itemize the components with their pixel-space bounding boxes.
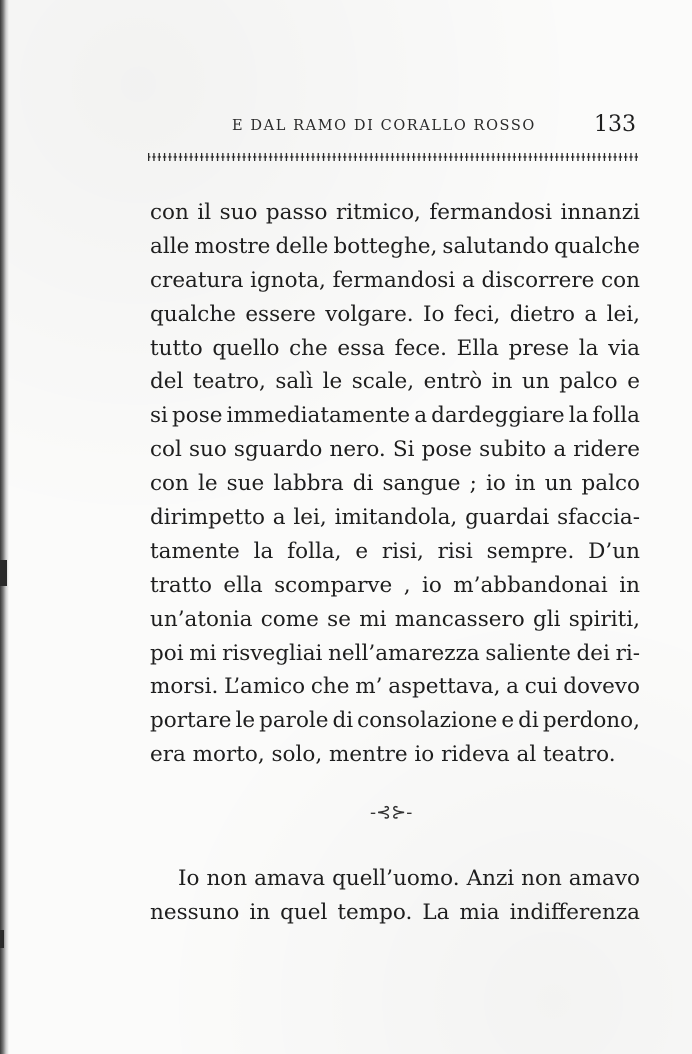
paragraph-1: [150, 196, 640, 772]
text-line: si pose immediatamente a dardeggiare la folla: [150, 403, 640, 429]
text-line: tutto quello che essa fece. Ella prese la via: [150, 335, 640, 361]
text-line: poi mi risvegliai nell’amarezza saliente dei ri-: [150, 640, 640, 666]
text-line: dirimpetto a lei, imitandola, guardai sfaccia-: [150, 505, 640, 531]
text-line: Io non amava quell’uomo. Anzi non amavo: [178, 866, 640, 891]
text-line: morsi. L’amico che m’ aspettava, a cui dovevo: [150, 674, 640, 700]
text-line: era morto, solo, mentre io rideva al teatro.: [150, 742, 616, 768]
text-line: tamente la folla, e risi, risi sempre. D’un: [150, 538, 640, 564]
page-number: 133: [594, 112, 636, 137]
text-line: qualche essere volgare. Io feci, dietro a lei,: [150, 301, 640, 327]
text-line: tratto ella scomparve , io m’abbandonai in: [150, 572, 640, 598]
text-line: portare le parole di consolazione e di perdono,: [150, 708, 640, 734]
text-line: col suo sguardo nero. Si pose subito a ridere: [150, 437, 640, 463]
ornamental-rule: [148, 150, 640, 164]
text-line: creatura ignota, fermandosi a discorrere con: [150, 267, 640, 293]
text-line: con il suo passo ritmico, fermandosi innanzi: [150, 200, 640, 225]
binding-gutter: [0, 0, 9, 1054]
running-head-title: E DAL RAMO DI CORALLO ROSSO: [232, 118, 536, 134]
paragraph-2: [150, 862, 640, 930]
text-line: del teatro, salì le scale, entrò in un palco e: [150, 369, 640, 395]
binding-mark: [0, 560, 7, 586]
section-ornament: -⊰⊱-: [370, 802, 413, 823]
text-line: nessuno in quel tempo. La mia indifferenza: [150, 899, 640, 925]
text-line: con le sue labbra di sangue ; io in un palco: [150, 471, 640, 497]
text-line: alle mostre delle botteghe, salutando qualche: [150, 233, 640, 259]
text-line: un’atonia come se mi mancassero gli spiriti,: [150, 606, 640, 632]
binding-mark: [0, 930, 4, 948]
